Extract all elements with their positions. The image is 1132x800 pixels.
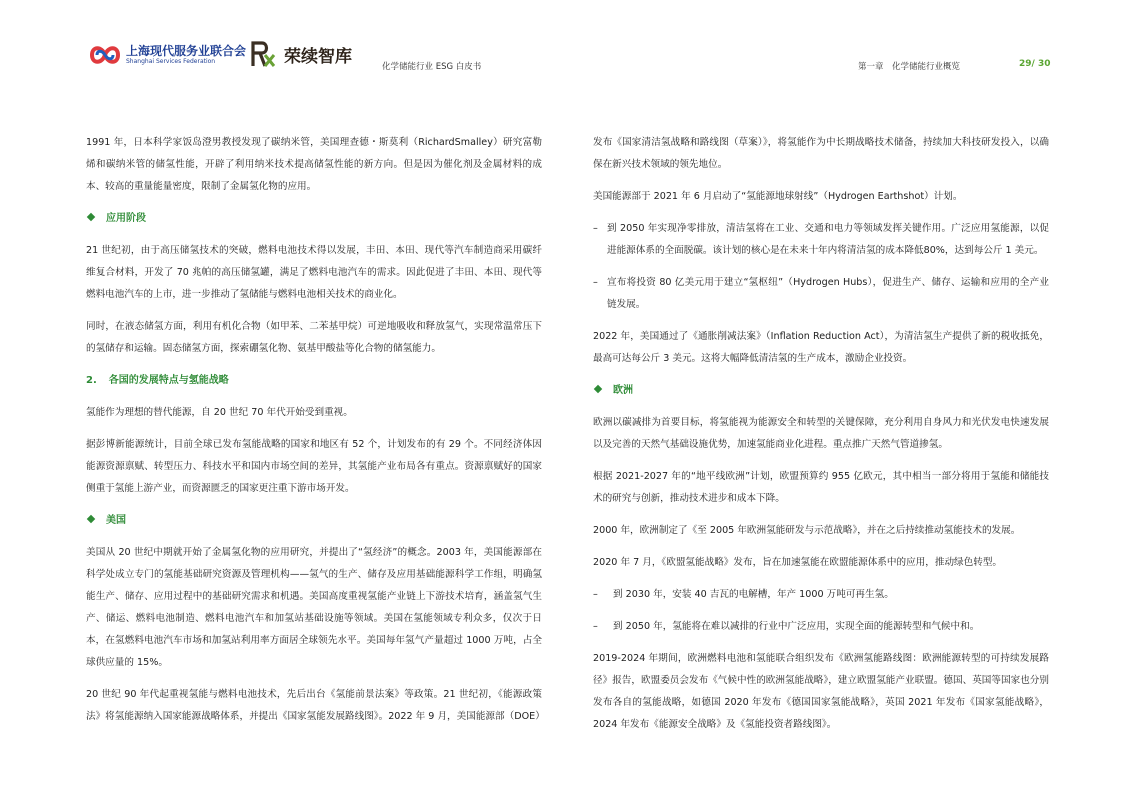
paragraph: 根据 2021-2027 年的“地平线欧洲”计划，欧盟预算约 955 亿欧元，其中相当一部分将用于氢能和储能技术的研究与创新，推动技术进步和成本下降。: [593, 471, 1049, 504]
paragraph: 欧洲以碳减排为首要目标，将氢能视为能源安全和转型的关键保障，充分利用自身风力和光伏发电快速发展以及完善的天然气基础设施优势，加速氢能商业化进程。重点推广天然气管道掺氢。: [593, 417, 1049, 450]
section-heading: 2. 各国的发展特点与氢能战略: [86, 375, 229, 386]
brand-name-cn: 荣续智库: [284, 47, 352, 67]
left-column: [86, 132, 545, 738]
federation-name-cn: 上海现代服务业联合会: [126, 44, 247, 58]
paragraph: 美国能源部于 2021 年 6 月启动了“氢能源地球射线”（Hydrogen Earthshot）计划。: [593, 191, 963, 202]
page-header: [0, 0, 1132, 90]
paragraph: 2019-2024 年期间，欧洲燃料电池和氢能联合组织发布《欧洲氢能路线图：欧洲能源转型的可持续发展路径》报告，欧盟委员会发布《气候中性的欧洲氢能战略》，建立欧盟氢能产业联盟。德国、英国等国家也分别发布各自的氢能战略，如德国 2020 年发布《德国国家氢能战略》，英国 2021 年发布《国家氢能战略》，2024 年发布《能源安全战略》及《氢能投资者路线图》。: [593, 653, 1049, 730]
paragraph: 氢能作为理想的替代能源，自 20 世纪 70 年代开始受到重视。: [86, 407, 353, 418]
paragraph: 20 世纪 90 年代起重视氢能与燃料电池技术，先后出台《氢能前景法案》等政策。21 世纪初，《能源政策法》将氢能源纳入国家能源战略体系，并提出《国家氢能发展路线图》。2022 年 9 月，美国能源部（DOE）: [86, 689, 545, 722]
dash-bullet-icon: –: [593, 589, 598, 600]
diamond-bullet-icon: [594, 385, 602, 393]
section-heading: 欧洲: [593, 380, 1049, 402]
section-heading: 应用阶段: [86, 208, 542, 230]
rx-logo-icon: [250, 40, 276, 68]
paragraph: 发布《国家清洁氢战略和路线图（草案）》，将氢能作为中长期战略技术储备，持续加大科技研发投入，以确保在新兴技术领域的领先地位。: [593, 137, 1049, 170]
document-title: 化学储能行业 ESG 白皮书: [382, 62, 482, 72]
chapter-title: 第一章 化学储能行业概览: [858, 62, 961, 72]
section-heading: 美国: [86, 510, 542, 532]
list-item: – 宣布将投资 80 亿美元用于建立“氢枢纽”（Hydrogen Hubs），促进生产、储存、运输和应用的全产业链发展。: [593, 272, 1049, 316]
dash-bullet-icon: –: [593, 621, 598, 632]
right-column: [593, 132, 1049, 746]
list-item: – 到 2030 年，安装 40 吉瓦的电解槽，年产 1000 万吨可再生氢。: [593, 584, 1049, 606]
paragraph: 1991 年，日本科学家饭岛澄男教授发现了碳纳米管，美国理查德・斯莫利（RichardSmalley）研究富勒烯和碳纳米管的储氢性能，开辟了利用纳米技术提高储氢性能的新方向。但是因为催化剂及金属材料的成本、较高的重量能量密度，限制了金属氢化物的应用。: [86, 137, 542, 192]
federation-name-en: Shanghai Services Federation: [126, 58, 216, 65]
paragraph: 据彭博新能源统计，目前全球已发布氢能战略的国家和地区有 52 个，计划发布的有 29 个。不同经济体因能源资源禀赋、转型压力、科技水平和国内市场空间的差异，其氢能产业布局各有重点。资源禀赋好的国家侧重于氢能上游产业，而资源匮乏的国家更注重下游市场开发。: [86, 439, 542, 494]
page-number: 29/ 30: [1019, 59, 1051, 69]
paragraph: 21 世纪初，由于高压储氢技术的突破，燃料电池技术得以发展，丰田、本田、现代等汽车制造商采用碳纤维复合材料，开发了 70 兆帕的高压储氢罐，满足了燃料电池汽车的需求。因此促进了丰田、本田、现代等燃料电池汽车的上市，进一步推动了氢储能与燃料电池相关技术的商业化。: [86, 245, 542, 300]
diamond-bullet-icon: [87, 213, 95, 221]
list-item: – 到 2050 年，氢能将在难以减排的行业中广泛应用，实现全面的能源转型和气候中和。: [593, 616, 1049, 638]
paragraph: 2020 年 7 月，《欧盟氢能战略》发布，旨在加速氢能在欧盟能源体系中的应用，推动绿色转型。: [593, 557, 1003, 568]
paragraph: 2000 年，欧洲制定了《至 2005 年欧洲氢能研发与示范战略》，并在之后持续推动氢能技术的发展。: [593, 525, 1021, 536]
dash-bullet-icon: –: [593, 277, 598, 288]
diamond-bullet-icon: [87, 515, 95, 523]
federation-logo-icon: [88, 40, 122, 70]
paragraph: 美国从 20 世纪中期就开始了金属氢化物的应用研究，并提出了“氢经济”的概念。2003 年，美国能源部在科学处成立专门的氢能基础研究资源及管理机构——氢气的生产、储存及应用基础能源科学工作组，明确氢能生产、储存、应用过程中的基础研究需求和机遇。美国高度重视氢能产业链上下游技术培育，涵盖氢气生产、储运、燃料电池制造、燃料电池汽车和加氢站基础设施等领域。美国在氢能领域专利众多，仅次于日本，在氢燃料电池汽车市场和加氢站利用率方面居全球领先水平。美国每年氢气产量超过 1000 万吨，占全球供应量的 15%。: [86, 547, 542, 668]
paragraph: 同时，在液态储氢方面，利用有机化合物（如甲苯、二苯基甲烷）可逆地吸收和释放氢气，实现常温常压下的氢储存和运输。固态储氢方面，探索硼氢化物、氨基甲酸盐等化合物的储氢能力。: [86, 321, 542, 354]
dash-bullet-icon: –: [593, 223, 598, 234]
paragraph: 2022 年，美国通过了《通胀削减法案》（Inflation Reduction Act），为清洁氢生产提供了新的税收抵免，最高可达每公斤 3 美元。这将大幅降低清洁氢的生产成本，激励企业投资。: [593, 331, 1049, 364]
list-item: – 到 2050 年实现净零排放，清洁氢将在工业、交通和电力等领域发挥关键作用。广泛应用氢能源，以促进能源体系的全面脱碳。该计划的核心是在未来十年内将清洁氢的成本降低80%，达到每公斤 1 美元。: [593, 218, 1049, 262]
